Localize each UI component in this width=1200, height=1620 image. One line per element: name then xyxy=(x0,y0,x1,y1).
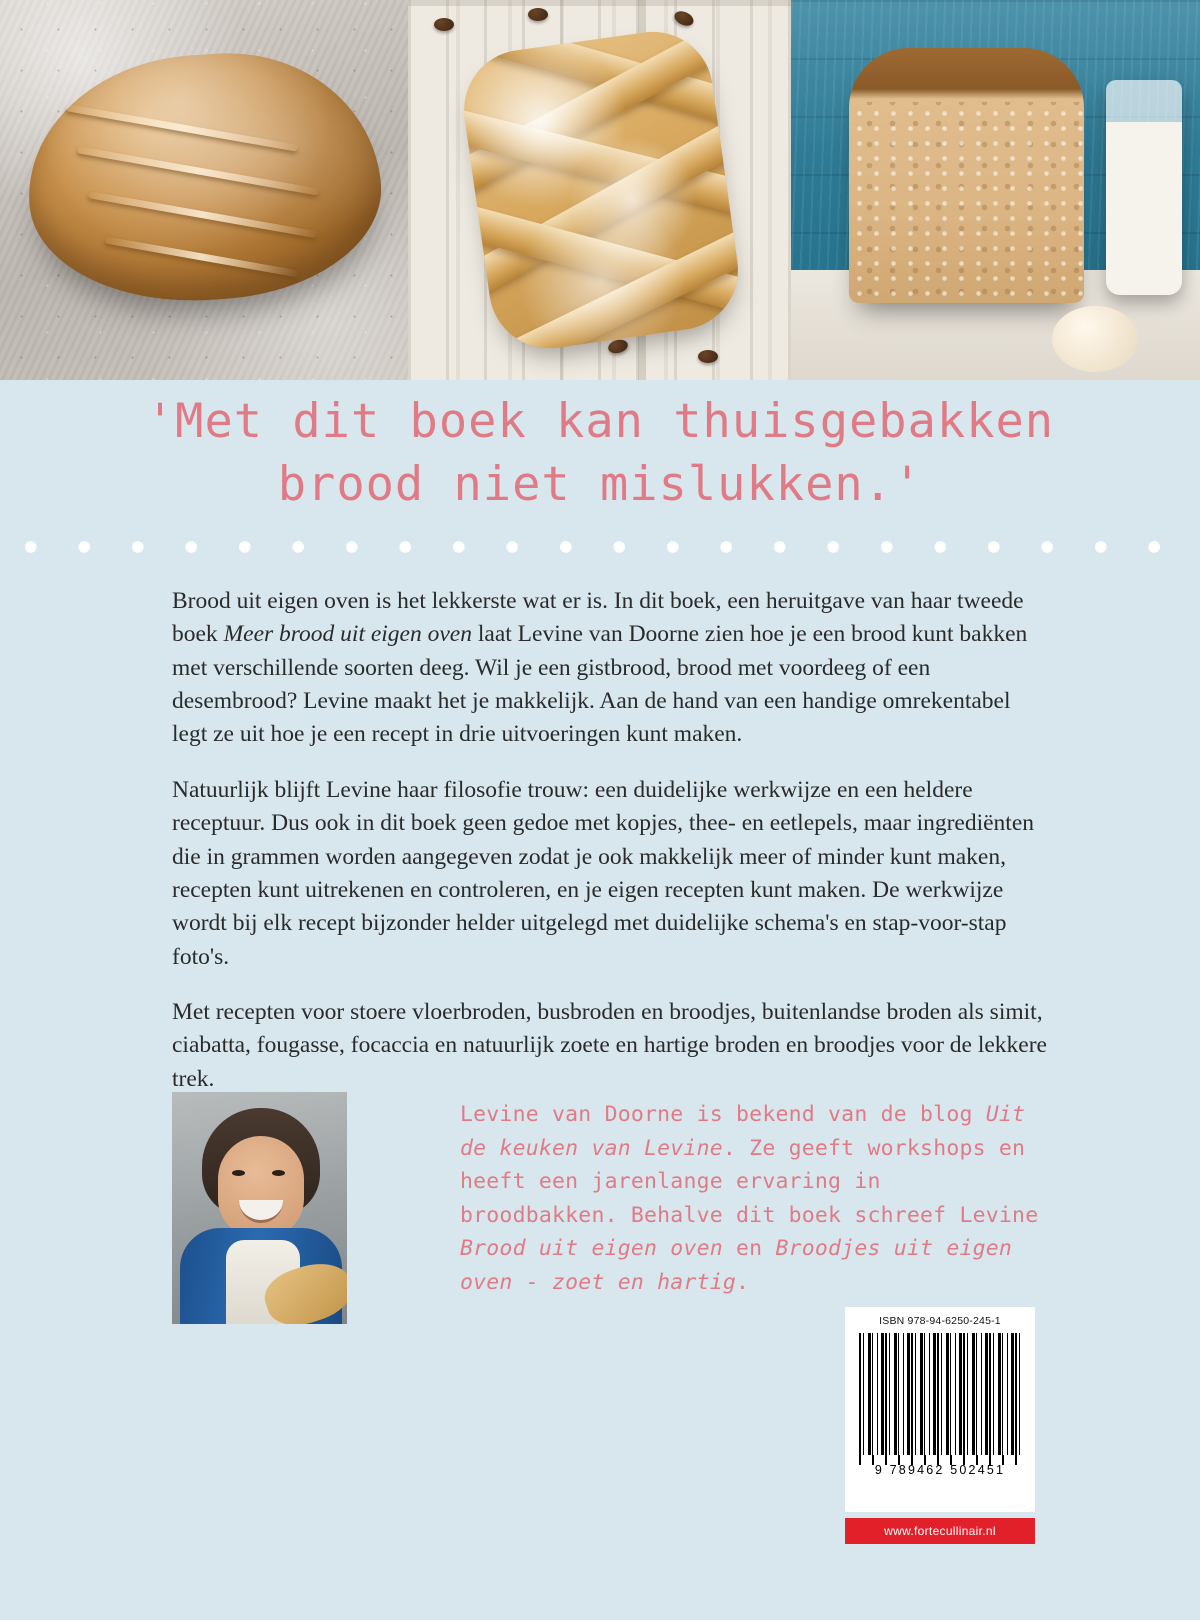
other-book-title-2: Broodjes uit eigen oven - zoet en hartig xyxy=(460,1236,1013,1295)
barcode-block xyxy=(845,1307,1035,1512)
braided-pastry xyxy=(456,24,745,356)
sliced-tin-loaf-photo xyxy=(791,0,1200,380)
publisher-url[interactable]: www.fortecullinair.nl xyxy=(845,1518,1035,1544)
nut-piece xyxy=(698,350,718,363)
author-eye-right xyxy=(272,1170,285,1176)
quote-line-2: brood niet mislukken.' xyxy=(277,457,923,513)
quote-line-1: 'Met dit boek kan thuisgebakken xyxy=(145,394,1055,449)
author-bio-part2: . Ze geeft workshops en heeft een jarenlange ervaring in broodbakken. Behalve dit boek schreef Levine xyxy=(460,1135,1039,1228)
nut-piece xyxy=(434,18,454,31)
author-bio-part4: . xyxy=(736,1269,750,1295)
barcode-bars xyxy=(859,1333,1021,1455)
rustic-boule-photo xyxy=(0,0,408,380)
tin-loaf-slice xyxy=(849,48,1084,303)
blurb-paragraph-1 xyxy=(172,585,1050,752)
author-bio-part3: en xyxy=(722,1236,776,1262)
milk-bottle xyxy=(1106,80,1182,295)
nut-piece xyxy=(528,8,548,21)
isbn-label: ISBN 978-94-6250-245-1 xyxy=(879,1315,1001,1327)
author-bio-part1: Levine van Doorne is bekend van de blog xyxy=(460,1102,986,1127)
author-photo xyxy=(172,1092,347,1324)
blurb-p1-part1: Brood uit eigen oven is het lekkerste wat er is. In dit boek, een heruitgave van haar tweede boek xyxy=(172,588,1024,648)
blurb-text xyxy=(172,585,1050,1118)
cover-quote xyxy=(0,390,1200,517)
powdered-sugar xyxy=(456,24,745,356)
cover-photo-strip xyxy=(0,0,1200,380)
bread-crumb-texture xyxy=(849,102,1084,303)
lattice-pastry-photo xyxy=(408,0,791,380)
blurb-paragraph-2: Natuurlijk blijft Levine haar filosofie trouw: een duidelijke werkwijze en een heldere receptuur. Dus ook in dit boek geen gedoe met kopjes, thee- en eetlepels, maar ingrediënten die in grammen worden aangegeven zodat je ook makkelijk meer of minder kunt maken, recepten kunt uitrekenen en controleren, en je eigen recepten kunt maken. De werkwijze wordt bij elk recept bijzonder helder uitgelegd met duidelijke schema's en stap-voor-stap foto's. xyxy=(172,776,1035,970)
blurb-p1-part2: laat Levine van Doorne zien hoe je een brood kunt bakken met verschillende soorten deeg. Wil je een gistbrood, brood met voordeeg of een desembrood? Levine maakt het je makkelijk. Aan de hand van een handige omrekentabel legt ze uit hoe je een recept in drie uitvoeringen kunt maken. xyxy=(172,621,1028,748)
ean-digits: 9 789462 502451 xyxy=(874,1463,1006,1477)
blog-name-italic: Uit de keuken van Levine xyxy=(460,1102,1026,1161)
author-eye-left xyxy=(232,1170,245,1176)
book-title-italic: Meer brood uit eigen oven xyxy=(223,621,472,648)
other-book-title-1: Brood uit eigen oven xyxy=(460,1236,723,1262)
egg xyxy=(1052,306,1138,372)
blurb-paragraph-3: Met recepten voor stoere vloerbroden, busbroden en broodjes, buitenlandse broden als simit, ciabatta, fougasse, focaccia en natuurlijk zoete en hartige broden en broodjes voor de lekkere trek. xyxy=(172,998,1047,1092)
author-bio xyxy=(460,1098,1050,1299)
dotted-divider xyxy=(0,538,1200,556)
